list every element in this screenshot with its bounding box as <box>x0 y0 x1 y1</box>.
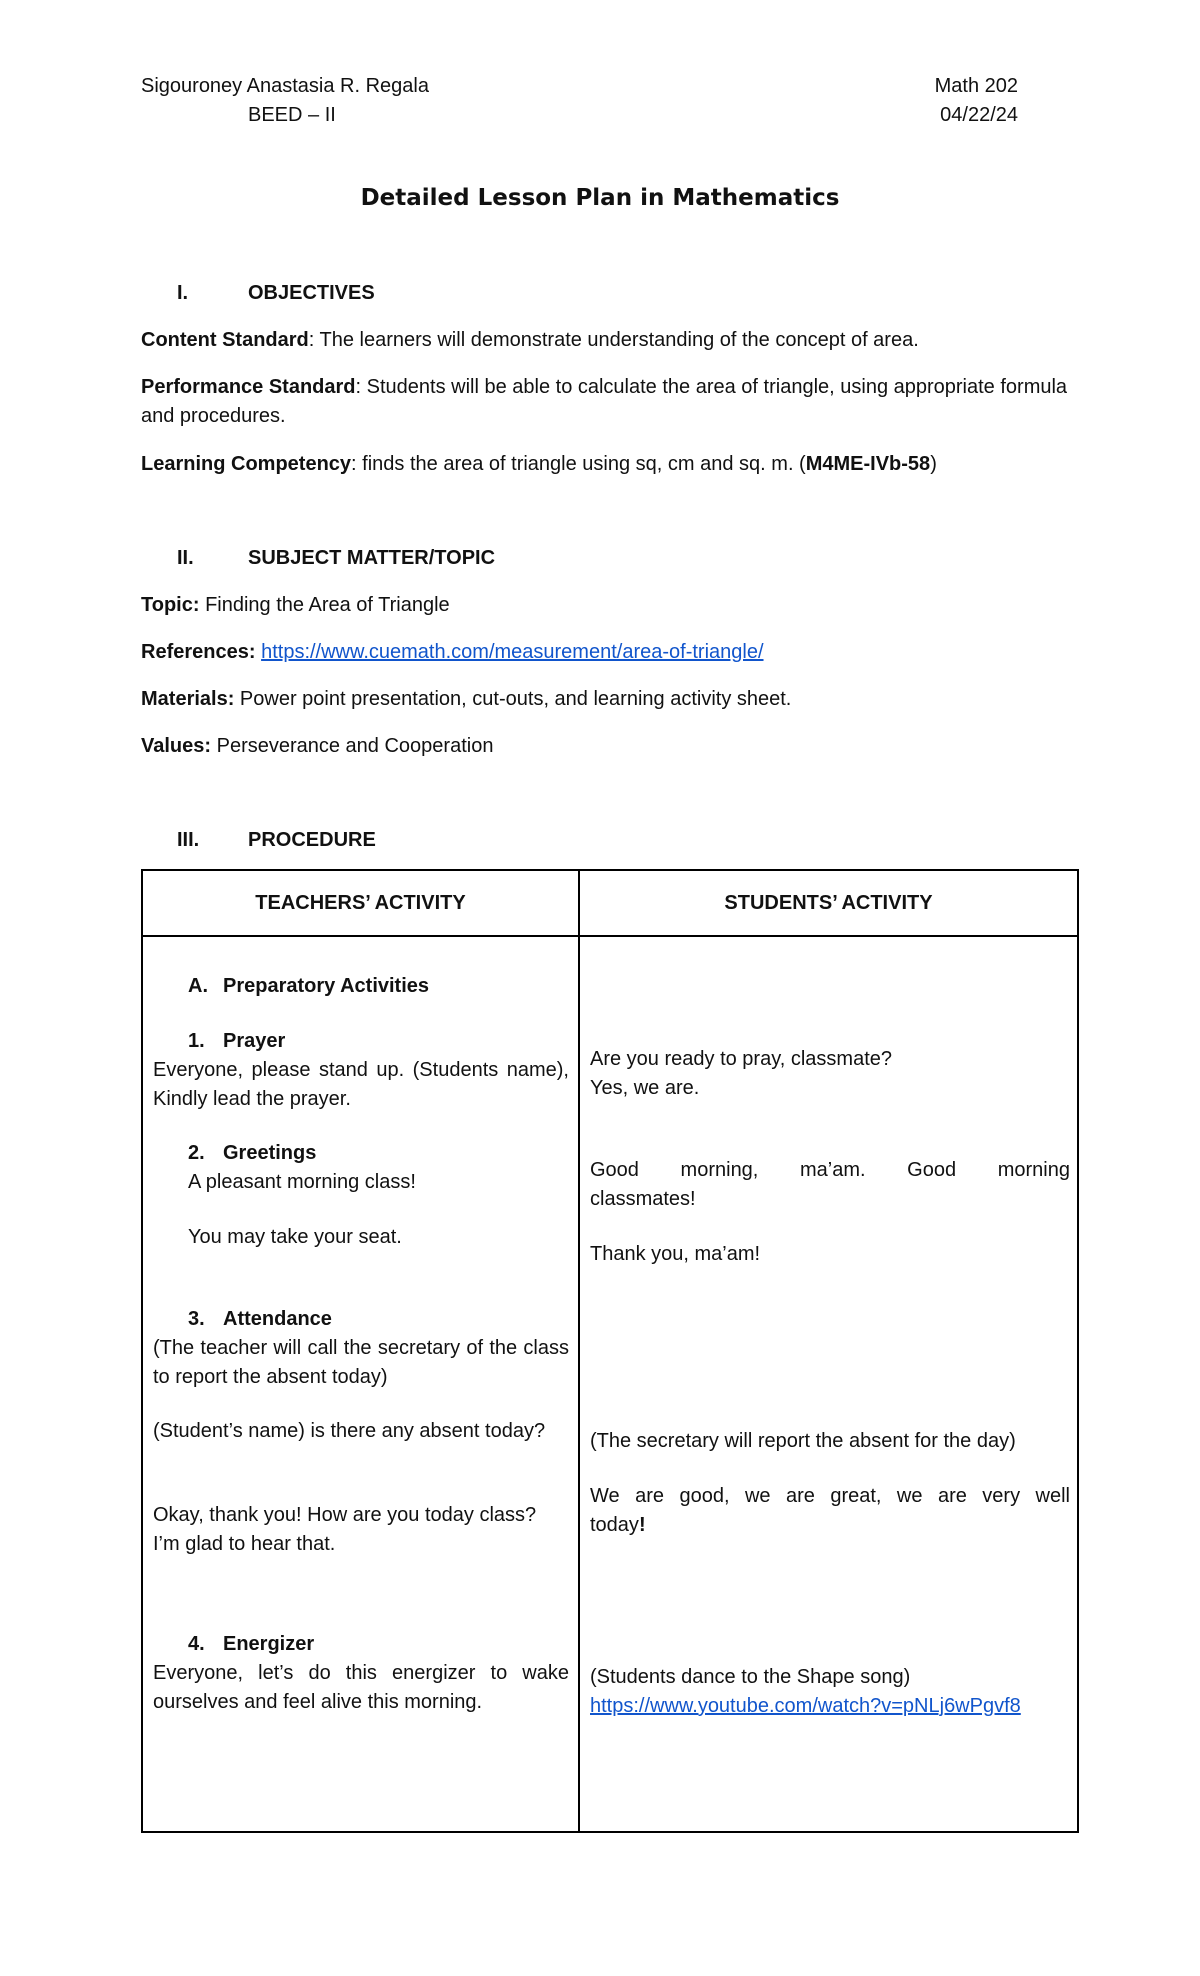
content-standard-label: Content Standard <box>141 329 309 351</box>
topic <box>141 591 1071 620</box>
preparatory-activities-heading: A. Preparatory Activities <box>188 975 430 997</box>
materials <box>141 685 1071 714</box>
energizer-teacher-text: Everyone, let’s do this energizer to wake ourselves and feel alive this morning. <box>153 1662 569 1713</box>
dance-video-link[interactable]: https://www.youtube.com/watch?v=pNLj6wPgvf8 <box>590 1695 1021 1717</box>
section-heading-objectives: OBJECTIVES <box>248 282 375 304</box>
subject-code: Math 202 <box>934 75 1018 97</box>
topic-text: Finding the Area of Triangle <box>199 594 450 616</box>
okay-teacher-text-2: I’m glad to hear that. <box>153 1533 336 1555</box>
topic-label: Topic: <box>141 594 200 616</box>
section-heading-procedure: PROCEDURE <box>248 829 376 851</box>
learning-competency <box>141 450 1071 479</box>
materials-text: Power point presentation, cut-outs, and learning activity sheet. <box>234 688 792 710</box>
great-student-text-1: We are good, we are great, we are very well <box>590 1485 1070 1507</box>
document-date: 04/22/24 <box>940 104 1018 126</box>
great-student-text-2: today! <box>590 1514 646 1536</box>
competency-code: M4ME-IVb-58 <box>805 453 931 475</box>
learning-competency-text: : finds the area of triangle using sq, cm and sq. m. ( <box>351 453 806 475</box>
author-course: BEED – II <box>248 104 336 126</box>
header-divider <box>143 935 1077 937</box>
competency-close: ) <box>930 453 937 475</box>
section-number: III. <box>177 829 200 851</box>
attendance-heading: 3. Attendance <box>188 1308 332 1330</box>
prayer-heading: 1. Prayer <box>188 1030 286 1052</box>
prayer-teacher-text: Everyone, please stand up. (Students name), Kindly lead the prayer. <box>153 1059 569 1110</box>
teacher-activity-header: TEACHERS’ ACTIVITY <box>255 892 466 914</box>
okay-teacher-text-1: Okay, thank you! How are you today class? <box>153 1504 537 1526</box>
section-number: II. <box>177 547 194 569</box>
author-name: Sigouroney Anastasia R. Regala <box>141 75 429 97</box>
thank-student-text: Thank you, ma’am! <box>590 1243 761 1265</box>
procedure-table <box>141 869 1079 1833</box>
greeting-teacher-text: A pleasant morning class! <box>188 1171 416 1193</box>
values-text: Perseverance and Cooperation <box>211 735 494 757</box>
values-label: Values: <box>141 735 212 757</box>
content-standard-text: : The learners will demonstrate understanding of the concept of area. <box>308 329 919 351</box>
references <box>141 638 1071 667</box>
greeting-student-text-2: classmates! <box>590 1188 696 1210</box>
content-standard <box>141 326 1071 355</box>
seat-teacher-text: You may take your seat. <box>188 1226 402 1248</box>
references-link[interactable]: https://www.cuemath.com/measurement/area-of-triangle/ <box>261 641 764 663</box>
prayer-student-text-2: Yes, we are. <box>590 1077 700 1099</box>
dance-video-link-wrap <box>590 1692 1070 1721</box>
greeting-student-text-1: Good morning, ma’am. Good morning <box>590 1159 1070 1181</box>
page-title: Detailed Lesson Plan in Mathematics <box>360 185 840 211</box>
student-activity-header: STUDENTS’ ACTIVITY <box>724 892 933 914</box>
learning-competency-label: Learning Competency <box>141 453 352 475</box>
references-label: References: <box>141 641 256 663</box>
greetings-heading: 2. Greetings <box>188 1142 317 1164</box>
secretary-student-text: (The secretary will report the absent for the day) <box>590 1430 1016 1452</box>
performance-standard <box>141 373 1081 431</box>
section-heading-subject-matter: SUBJECT MATTER/TOPIC <box>248 547 496 569</box>
attendance-teacher-text: (The teacher will call the secretary of the class to report the absent today) <box>153 1337 569 1388</box>
dance-student-text: (Students dance to the Shape song) <box>590 1666 911 1688</box>
absent-teacher-text: (Student’s name) is there any absent today? <box>153 1420 546 1442</box>
section-number: I. <box>177 282 189 304</box>
prayer-student-text-1: Are you ready to pray, classmate? <box>590 1048 892 1070</box>
values <box>141 732 1071 761</box>
energizer-heading: 4. Energizer <box>188 1633 315 1655</box>
materials-label: Materials: <box>141 688 235 710</box>
performance-standard-label: Performance Standard <box>141 376 356 398</box>
column-divider <box>578 871 580 1831</box>
performance-standard-text: : Students will be able to calculate the area of triangle, using appropriate formula and procedures. <box>141 376 1068 427</box>
